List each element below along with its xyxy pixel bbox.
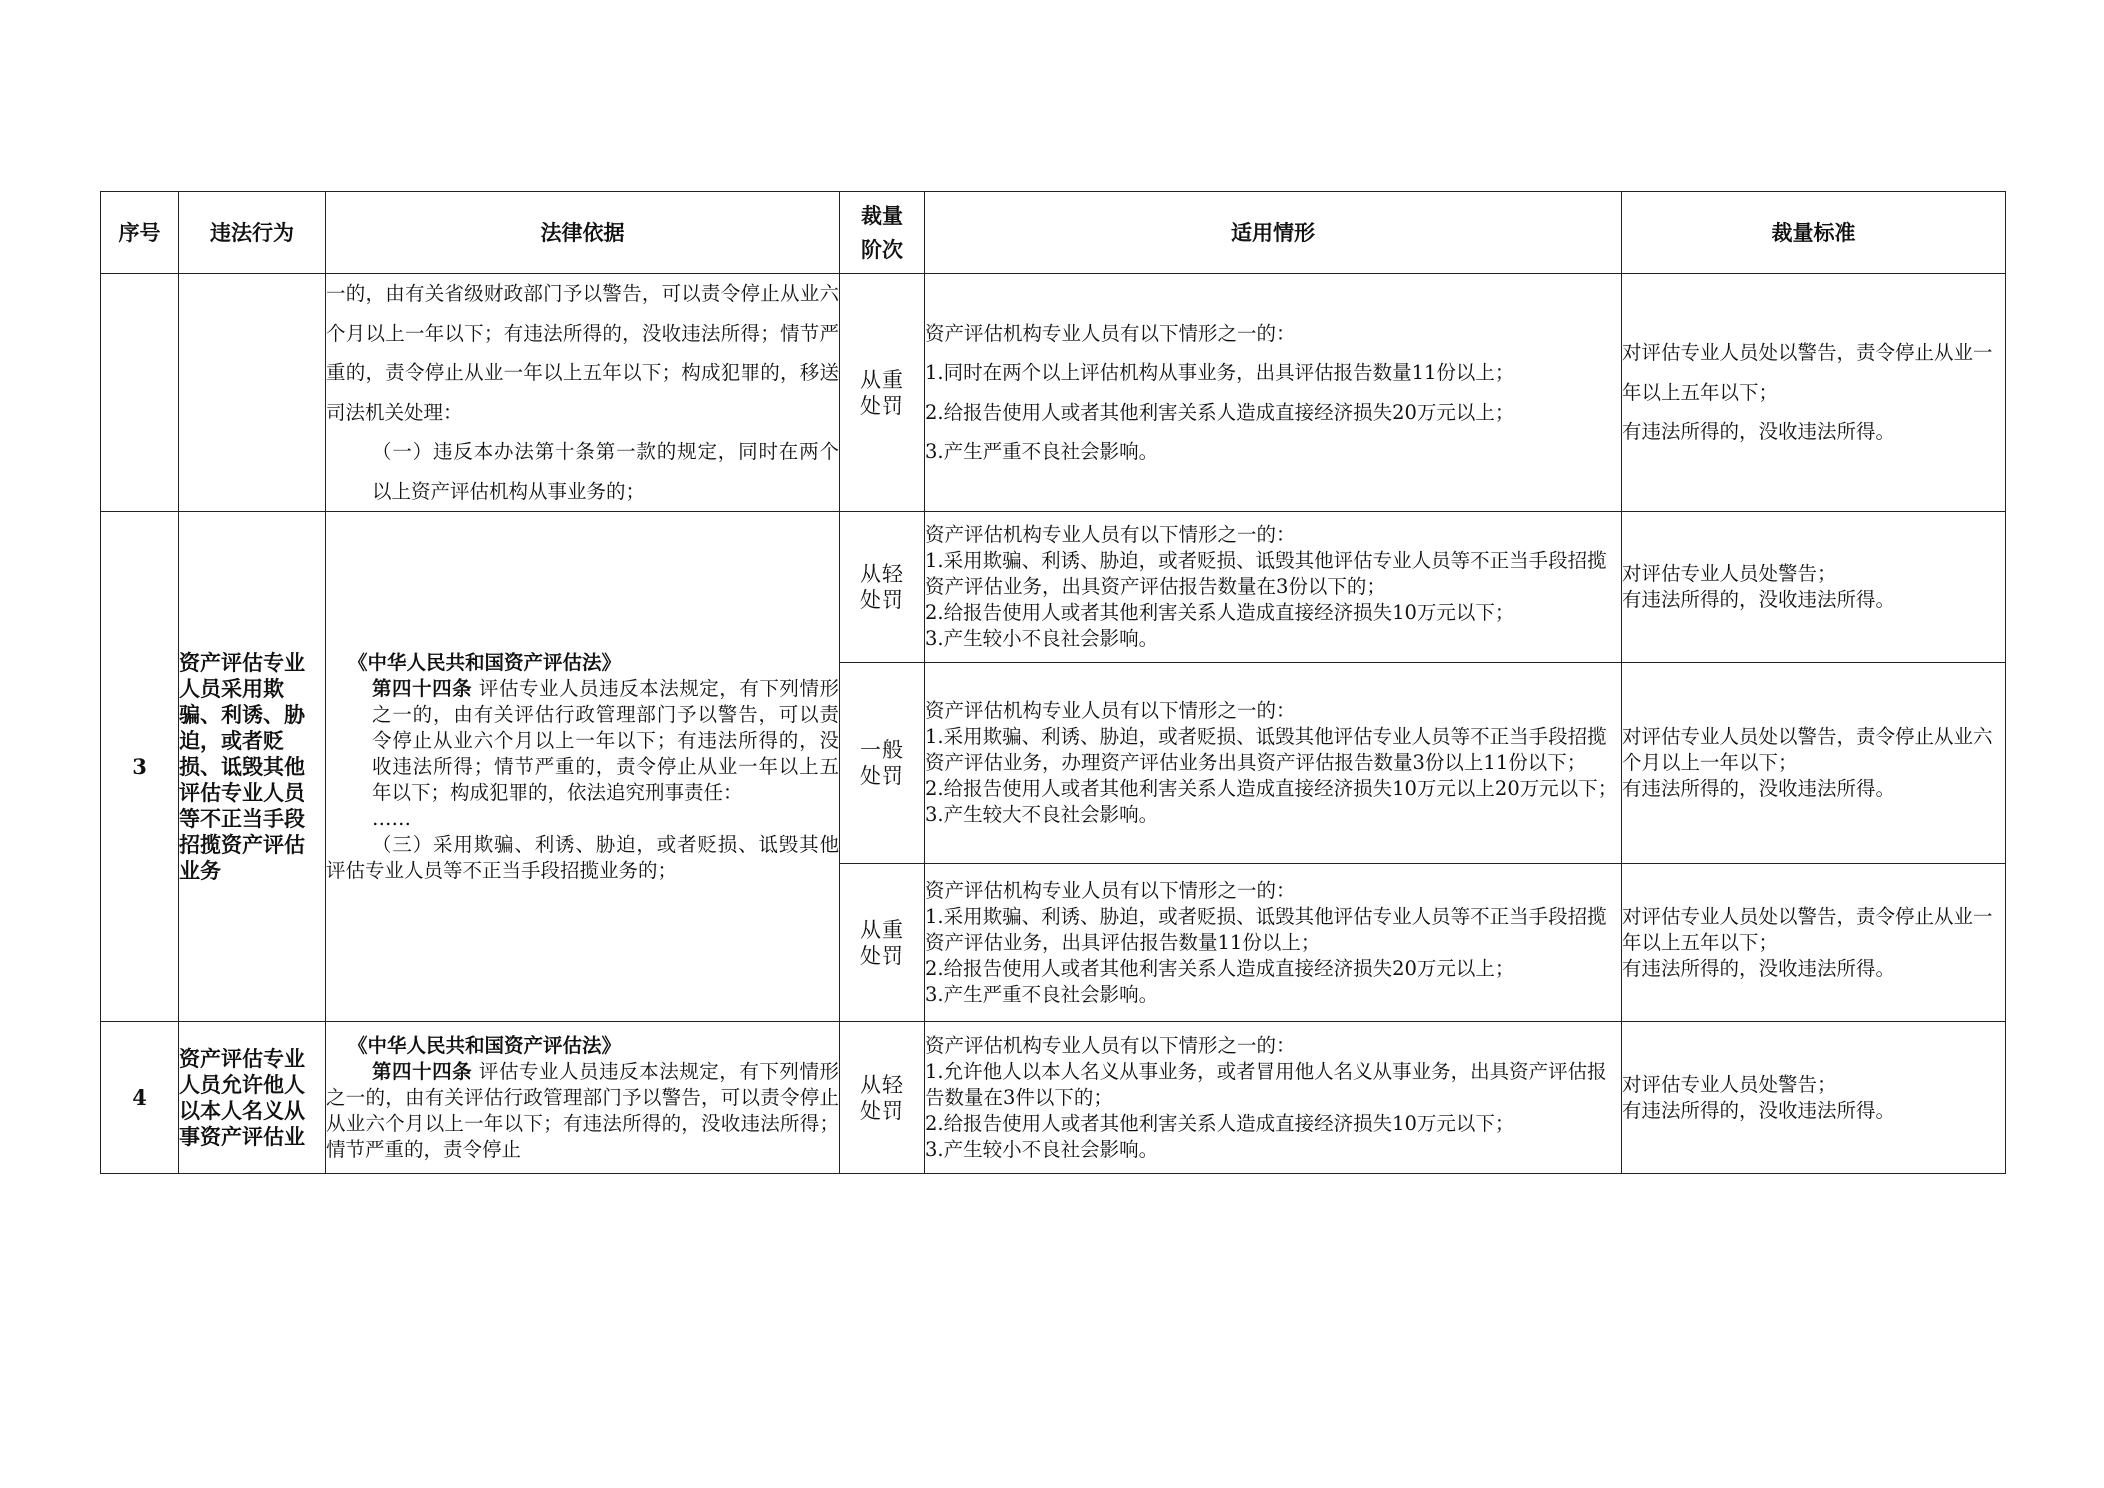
situation-line: 2.给报告使用人或者其他利害关系人造成直接经济损失20万元以上； <box>925 956 1515 980</box>
level-line1: 从重 <box>860 917 904 942</box>
law-item: （三）采用欺骗、利诱、胁迫，或者贬损、诋毁其他评估专业人员等不正当手段招揽业务的； <box>326 832 839 882</box>
situation-line: 1.采用欺骗、利诱、胁迫，或者贬损、诋毁其他评估专业人员等不正当手段招揽资产评估业务，办理资产评估业务出具资产评估报告数量3份以上11份以下； <box>925 725 1607 774</box>
cell-situation <box>925 512 1622 663</box>
level-line1: 从轻 <box>860 1072 904 1097</box>
cell-behavior: 资产评估专业人员采用欺骗、利诱、胁迫，或者贬损、诋毁其他评估专业人员等不正当手段招揽资产评估业务 <box>179 512 326 1022</box>
law-article-para <box>326 676 839 806</box>
level-line2: 处罚 <box>860 588 904 612</box>
cell-situation <box>925 274 1622 512</box>
level-line2: 处罚 <box>860 1098 904 1123</box>
law-text: 评估专业人员违反本法规定，有下列情形之一的，由有关评估行政管理部门予以警告，可以责令停止从业六个月以上一年以下；有违法所得的，没收违法所得；情节严重的，责令停止 <box>326 1059 839 1161</box>
cell-law <box>326 1022 840 1174</box>
cell-situation <box>925 663 1622 864</box>
law-article-para <box>326 1059 839 1163</box>
law-title: 《中华人民共和国资产评估法》 <box>348 1033 622 1057</box>
header-row <box>101 192 2006 274</box>
cell-behavior: 资产评估专业人员允许他人以本人名义从事资产评估业 <box>179 1022 326 1174</box>
law-text: 评估专业人员违反本法规定，有下列情形之一的，由有关评估行政管理部门予以警告，可以责令停止从业六个月以上一年以下；有违法所得的，没收违法所得；情节严重的，责令停止从业一年以上五年以下；构成犯罪的，依法追究刑事责任： <box>372 676 839 804</box>
level-line1: 一般 <box>860 738 904 762</box>
situation-line: 3.产生严重不良社会影响。 <box>925 982 1159 1006</box>
cell-standard <box>1622 864 2006 1022</box>
standard-line: 对评估专业人员处以警告，责令停止从业一年以上五年以下； <box>1622 904 1993 954</box>
situation-line: 1.允许他人以本人名义从事业务，或者冒用他人名义从事业务，出具资产评估报告数量在3件以下的； <box>925 1059 1607 1109</box>
situation-line: 2.给报告使用人或者其他利害关系人造成直接经济损失20万元以上； <box>925 400 1515 424</box>
standard-line: 有违法所得的，没收违法所得。 <box>1622 777 1896 800</box>
situation-line: 1.采用欺骗、利诱、胁迫，或者贬损、诋毁其他评估专业人员等不正当手段招揽资产评估业务，出具资产评估报告数量在3份以下的； <box>925 549 1607 598</box>
situation-line: 3.产生较小不良社会影响。 <box>925 1137 1159 1161</box>
standard-line: 有违法所得的，没收违法所得。 <box>1622 420 1896 444</box>
cell-level <box>840 864 925 1022</box>
cell-level <box>840 663 925 864</box>
situation-line: 资产评估机构专业人员有以下情形之一的： <box>925 699 1296 722</box>
cell-no: 3 <box>101 512 179 1022</box>
situation-line: 资产评估机构专业人员有以下情形之一的： <box>925 321 1296 345</box>
situation-line: 2.给报告使用人或者其他利害关系人造成直接经济损失10万元以下； <box>925 1111 1515 1135</box>
standard-line: 对评估专业人员处以警告，责令停止从业六个月以上一年以下； <box>1622 725 1993 774</box>
cell-no <box>101 274 179 512</box>
header-level <box>840 192 925 274</box>
cell-situation <box>925 1022 1622 1174</box>
situation-line: 3.产生较小不良社会影响。 <box>925 627 1159 650</box>
cell-no: 4 <box>101 1022 179 1174</box>
situation-line: 3.产生较大不良社会影响。 <box>925 803 1159 826</box>
standard-line: 对评估专业人员处以警告，责令停止从业一年以上五年以下； <box>1622 341 1993 404</box>
situation-line: 1.采用欺骗、利诱、胁迫，或者贬损、诋毁其他评估专业人员等不正当手段招揽资产评估业务，出具评估报告数量11份以上； <box>925 904 1607 954</box>
standard-line: 有违法所得的，没收违法所得。 <box>1622 956 1896 980</box>
standard-line: 有违法所得的，没收违法所得。 <box>1622 588 1896 611</box>
cell-law <box>326 274 840 512</box>
header-level-line1: 裁量 <box>861 202 903 228</box>
situation-line: 3.产生严重不良社会影响。 <box>925 440 1159 463</box>
level-line2: 处罚 <box>860 393 904 418</box>
standard-line: 对评估专业人员处警告； <box>1622 562 1837 585</box>
law-item: （一）违反本办法第十条第一款的规定，同时在两个以上资产评估机构从事业务的； <box>372 440 839 503</box>
header-law: 法律依据 <box>326 192 840 274</box>
law-title: 《中华人民共和国资产评估法》 <box>348 650 622 674</box>
table-row <box>101 1022 2006 1174</box>
situation-line: 资产评估机构专业人员有以下情形之一的： <box>925 878 1296 902</box>
standard-line: 对评估专业人员处警告； <box>1622 1072 1837 1096</box>
cell-level <box>840 1022 925 1174</box>
cell-standard <box>1622 512 2006 663</box>
law-article: 第四十四条 <box>372 676 473 700</box>
header-level-line2: 阶次 <box>861 236 903 262</box>
header-no: 序号 <box>101 192 179 274</box>
situation-line: 1.同时在两个以上评估机构从事业务，出具评估报告数量11份以上； <box>925 361 1515 384</box>
law-text: 一的，由有关省级财政部门予以警告，可以责令停止从业六个月以上一年以下；有违法所得的，没收违法所得；情节严重的，责令停止从业一年以上五年以下；构成犯罪的，移送司法机关处理： <box>326 282 839 424</box>
situation-line: 2.给报告使用人或者其他利害关系人造成直接经济损失10万元以下； <box>925 601 1515 624</box>
situation-line: 资产评估机构专业人员有以下情形之一的： <box>925 1033 1296 1057</box>
cell-standard <box>1622 1022 2006 1174</box>
header-behavior: 违法行为 <box>179 192 326 274</box>
cell-level <box>840 512 925 663</box>
table-row <box>101 512 2006 663</box>
law-article: 第四十四条 <box>372 1059 473 1083</box>
situation-line: 2.给报告使用人或者其他利害关系人造成直接经济损失10万元以上20万元以下； <box>925 777 1618 800</box>
cell-behavior <box>179 274 326 512</box>
cell-law <box>326 512 840 1022</box>
cell-standard <box>1622 274 2006 512</box>
law-ellipsis: …… <box>372 806 411 830</box>
situation-line: 资产评估机构专业人员有以下情形之一的： <box>925 523 1296 546</box>
level-line1: 从轻 <box>860 562 904 586</box>
cell-standard <box>1622 663 2006 864</box>
standard-line: 有违法所得的，没收违法所得。 <box>1622 1098 1896 1122</box>
cell-level <box>840 274 925 512</box>
header-situation: 适用情形 <box>925 192 1622 274</box>
table-row <box>101 274 2006 512</box>
discretion-table <box>100 191 2006 1174</box>
level-line2: 处罚 <box>860 764 904 788</box>
header-standard: 裁量标准 <box>1622 192 2006 274</box>
level-line2: 处罚 <box>860 943 904 968</box>
level-line1: 从重 <box>860 367 904 392</box>
cell-situation <box>925 864 1622 1022</box>
